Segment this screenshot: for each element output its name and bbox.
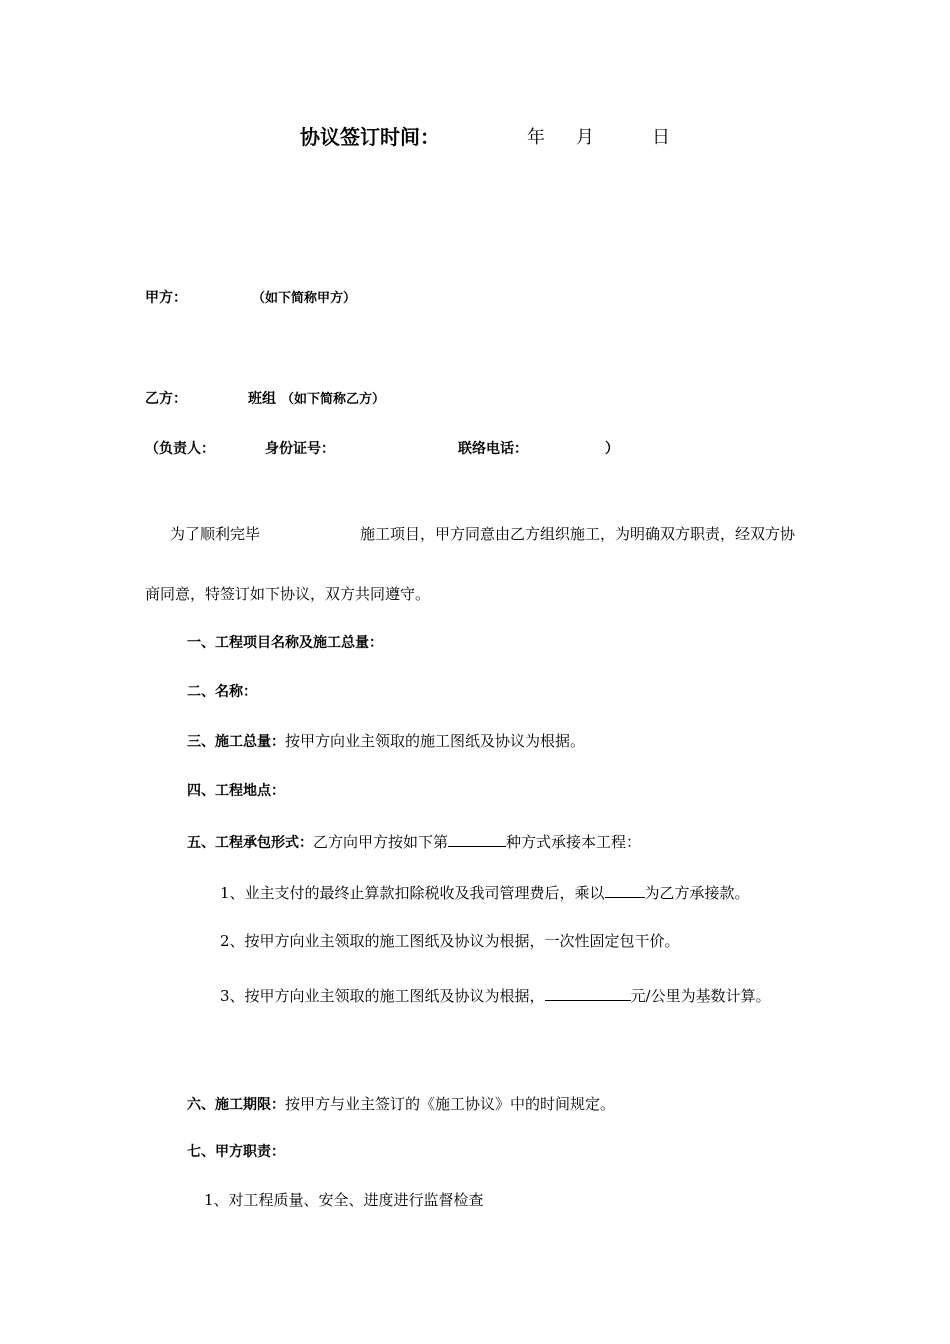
section-6 — [187, 1097, 615, 1112]
party-a-label: 甲方： — [145, 290, 187, 306]
day-label: 日 — [652, 127, 670, 148]
id-number-label: 身份证号： — [265, 441, 335, 457]
intro-line1-start: 为了顺利完毕 — [170, 525, 261, 543]
section-5 — [187, 832, 641, 850]
option-3-text-b: 元/公里为基数计算。 — [630, 987, 771, 1005]
month-label: 月 — [576, 127, 594, 148]
section-3-text: 按甲方向业主领取的施工图纸及协议为根据。 — [285, 732, 586, 750]
unit-price-blank[interactable] — [545, 986, 631, 1001]
section-5-text-b: 种方式承接本工程： — [506, 833, 642, 851]
section-5-label: 五、工程承包形式： — [187, 835, 313, 851]
section-6-label: 六、施工期限： — [187, 1097, 285, 1113]
party-b-label: 乙方： — [145, 391, 187, 407]
option-1-text-b: 为乙方承接款。 — [644, 884, 750, 902]
sign-time-label: 协议签订时间： — [300, 125, 440, 149]
method-number-blank[interactable] — [448, 832, 506, 847]
responsible-person-label: （负责人： — [145, 441, 215, 457]
option-1 — [220, 883, 750, 901]
section-7-item-1: 1、对工程质量、安全、进度进行监督检查 — [204, 1191, 484, 1209]
option-3-text-a: 3、按甲方向业主领取的施工图纸及协议为根据， — [220, 987, 545, 1005]
multiplier-blank[interactable] — [605, 883, 645, 898]
section-1-heading: 一、工程项目名称及施工总量： — [187, 635, 383, 651]
section-4-heading: 四、工程地点： — [187, 783, 285, 799]
section-5-text-a: 乙方向甲方按如下第 — [313, 833, 449, 851]
intro-line2: 商同意，特签订如下协议，双方共同遵守。 — [145, 585, 431, 603]
option-1-text-a: 1、业主支付的最终止算款扣除税收及我司管理费后，乘以 — [220, 884, 605, 902]
intro-line1-end: 施工项目，甲方同意由乙方组织施工，为明确双方职责，经双方协 — [360, 525, 796, 543]
party-b-note: （如下简称乙方） — [281, 392, 386, 407]
party-a-note: （如下简称甲方） — [252, 291, 357, 306]
section-6-text: 按甲方与业主签订的《施工协议》中的时间规定。 — [285, 1095, 616, 1113]
section-3 — [187, 734, 585, 749]
year-label: 年 — [527, 127, 545, 148]
option-3 — [220, 986, 771, 1004]
party-b-team-label: 班组 — [248, 391, 276, 407]
phone-label: 联络电话： — [458, 441, 528, 457]
section-3-label: 三、施工总量： — [187, 734, 285, 750]
section-7-heading: 七、甲方职责： — [187, 1144, 285, 1160]
section-2-heading: 二、名称： — [187, 684, 257, 700]
contact-close-paren: ） — [605, 441, 619, 457]
option-2: 2、按甲方向业主领取的施工图纸及协议为根据，一次性固定包干价。 — [220, 932, 680, 950]
